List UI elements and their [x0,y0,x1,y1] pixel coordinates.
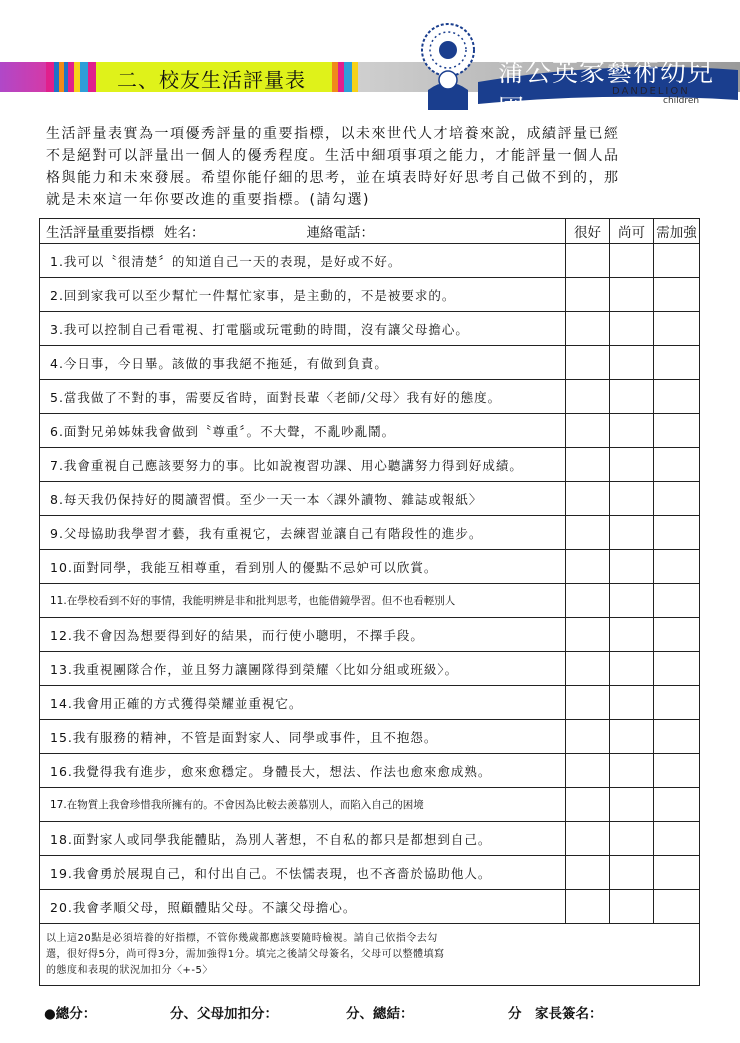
column-good: 很好 [566,219,610,244]
intro-line: 不是絕對可以評量出一個人的優秀程度。生活中細項事項之能力，才能評量一個人品 [46,148,620,164]
check-ok[interactable] [610,584,654,618]
check-improve[interactable] [654,584,700,618]
logo-english: DANDELION [612,86,690,97]
check-improve[interactable] [654,890,700,924]
check-improve[interactable] [654,788,700,822]
sum-label: 分、總結： [346,1006,414,1022]
check-ok[interactable] [610,856,654,890]
check-ok[interactable] [610,278,654,312]
table-row [40,482,700,516]
check-improve[interactable] [654,822,700,856]
criterion-text: 10.面對同學，我能互相尊重，看到別人的優點不忌妒可以欣賞。 [40,550,566,584]
logo-text: 蒲公英家藝術幼兒園 [498,58,715,125]
check-improve[interactable] [654,720,700,754]
check-improve[interactable] [654,652,700,686]
table-row [40,346,700,380]
check-improve[interactable] [654,278,700,312]
check-ok[interactable] [610,754,654,788]
check-good[interactable] [566,550,610,584]
check-good[interactable] [566,618,610,652]
check-good[interactable] [566,788,610,822]
check-improve[interactable] [654,244,700,278]
check-good[interactable] [566,516,610,550]
check-ok[interactable] [610,516,654,550]
check-ok[interactable] [610,720,654,754]
column-improve: 需加強 [654,219,700,244]
check-good[interactable] [566,754,610,788]
page-title: 二、校友生活評量表 [117,68,306,92]
criterion-text: 15.我有服務的精神，不管是面對家人、同學或事件，且不抱怨。 [40,720,566,754]
table-row [40,754,700,788]
table-row [40,584,700,618]
table-row [40,652,700,686]
column-ok: 尚可 [610,219,654,244]
check-good[interactable] [566,720,610,754]
header-cell-main [40,219,566,244]
phone-label: 連絡電話： [306,225,374,241]
criterion-text: 16.我覺得我有進步，愈來愈穩定。身體長大，想法、作法也愈來愈成熟。 [40,754,566,788]
check-good[interactable] [566,448,610,482]
check-good[interactable] [566,244,610,278]
criterion-text: 12.我不會因為想要得到好的結果，而行使小聰明，不擇手段。 [40,618,566,652]
criterion-text: 11.在學校看到不好的事情，我能明辨是非和批判思考，也能借鏡學習。但不也看輕別人 [40,584,566,618]
check-improve[interactable] [654,482,700,516]
check-good[interactable] [566,822,610,856]
intro-line: 格與能力和未來發展。希望你能仔細的思考，並在填表時好好思考自己做不到的，那 [46,170,620,186]
table-row [40,414,700,448]
check-ok[interactable] [610,346,654,380]
check-good[interactable] [566,652,610,686]
criterion-text: 5.當我做了不對的事，需要反省時，面對長輩〈老師/父母〉我有好的態度。 [40,380,566,414]
table-row [40,448,700,482]
check-improve[interactable] [654,550,700,584]
criterion-text: 3.我可以控制自己看電視、打電腦或玩電動的時間，沒有讓父母擔心。 [40,312,566,346]
check-ok[interactable] [610,482,654,516]
check-ok[interactable] [610,652,654,686]
table-row [40,550,700,584]
check-improve[interactable] [654,618,700,652]
check-ok[interactable] [610,822,654,856]
check-good[interactable] [566,346,610,380]
check-ok[interactable] [610,686,654,720]
check-improve[interactable] [654,448,700,482]
criterion-text: 17.在物質上我會珍惜我所擁有的。不會因為比較去羨慕別人，而陷入自己的困境 [40,788,566,822]
check-improve[interactable] [654,312,700,346]
note-line: 的態度和表現的狀況加扣分〈+-5〉 [46,964,213,976]
check-ok[interactable] [610,312,654,346]
intro-line: 生活評量表實為一項優秀評量的重要指標，以未來世代人才培養來說，成績評量已經 [46,126,620,142]
check-good[interactable] [566,686,610,720]
table-header-row [40,219,700,244]
table-row [40,516,700,550]
check-improve[interactable] [654,380,700,414]
logo-english-sub: children [663,96,700,106]
note-line: 選，很好得5分，尚可得3分，需加強得1分。填完之後請父母簽名，父母可以整體填寫 [46,948,445,960]
check-good[interactable] [566,890,610,924]
table-row [40,618,700,652]
check-improve[interactable] [654,754,700,788]
name-label: 姓名： [164,225,205,241]
criterion-text: 4.今日事，今日畢。該做的事我絕不拖延，有做到負責。 [40,346,566,380]
check-improve[interactable] [654,856,700,890]
check-good[interactable] [566,856,610,890]
intro-line: 就是未來這一年你要改進的重要指標。(請勾選) [46,192,370,208]
check-improve[interactable] [654,686,700,720]
check-ok[interactable] [610,550,654,584]
criterion-text: 8.每天我仍保持好的閱讀習慣。至少一天一本〈課外讀物、雜誌或報紙〉 [40,482,566,516]
check-good[interactable] [566,482,610,516]
check-improve[interactable] [654,516,700,550]
criterion-text: 18.面對家人或同學我能體貼，為別人著想，不自私的都只是都想到自己。 [40,822,566,856]
table-row [40,312,700,346]
check-ok[interactable] [610,414,654,448]
check-ok[interactable] [610,448,654,482]
criterion-text: 9.父母協助我學習才藝，我有重視它，去練習並讓自己有階段性的進步。 [40,516,566,550]
table-row [40,788,700,822]
total-score-label: ●總分： [44,1006,97,1022]
criterion-text: 6.面對兄弟姊妹我會做到〝尊重〞。不大聲，不亂吵亂鬧。 [40,414,566,448]
table-row [40,856,700,890]
criterion-text: 1.我可以〝很清楚〞的知道自己一天的表現，是好或不好。 [40,244,566,278]
note-cell [40,924,700,986]
check-improve[interactable] [654,346,700,380]
criterion-text: 13.我重視團隊合作，並且努力讓團隊得到榮耀〈比如分組或班級〉。 [40,652,566,686]
criterion-text: 7.我會重視自己應該要努力的事。比如說複習功課、用心聽講努力得到好成績。 [40,448,566,482]
check-ok[interactable] [610,618,654,652]
check-ok[interactable] [610,788,654,822]
evaluation-table [39,218,700,986]
note-line: 以上這20點是必須培養的好指標，不管你幾歲都應該要隨時檢視。請自己依指令去勾 [46,932,438,944]
criterion-text: 14.我會用正確的方式獲得榮耀並重視它。 [40,686,566,720]
check-good[interactable] [566,278,610,312]
check-good[interactable] [566,312,610,346]
criterion-text: 19.我會勇於展現自己，和付出自己。不怯懦表現，也不吝嗇於協助他人。 [40,856,566,890]
table-row [40,686,700,720]
table-row [40,380,700,414]
check-good[interactable] [566,584,610,618]
table-row [40,244,700,278]
header-label: 生活評量重要指標 [46,225,154,241]
table-row [40,822,700,856]
check-good[interactable] [566,414,610,448]
note-row [40,924,700,986]
criterion-text: 2.回到家我可以至少幫忙一件幫忙家事，是主動的，不是被要求的。 [40,278,566,312]
check-improve[interactable] [654,414,700,448]
table-row [40,720,700,754]
intro-paragraph [46,123,706,211]
check-ok[interactable] [610,890,654,924]
check-ok[interactable] [610,244,654,278]
check-ok[interactable] [610,380,654,414]
check-good[interactable] [566,380,610,414]
table-row [40,890,700,924]
criterion-text: 20.我會孝順父母，照顧體貼父母。不讓父母擔心。 [40,890,566,924]
table-row [40,278,700,312]
parent-sign-label: 分 家長簽名： [508,1006,603,1022]
parent-adjust-label: 分、父母加扣分： [170,1006,278,1022]
